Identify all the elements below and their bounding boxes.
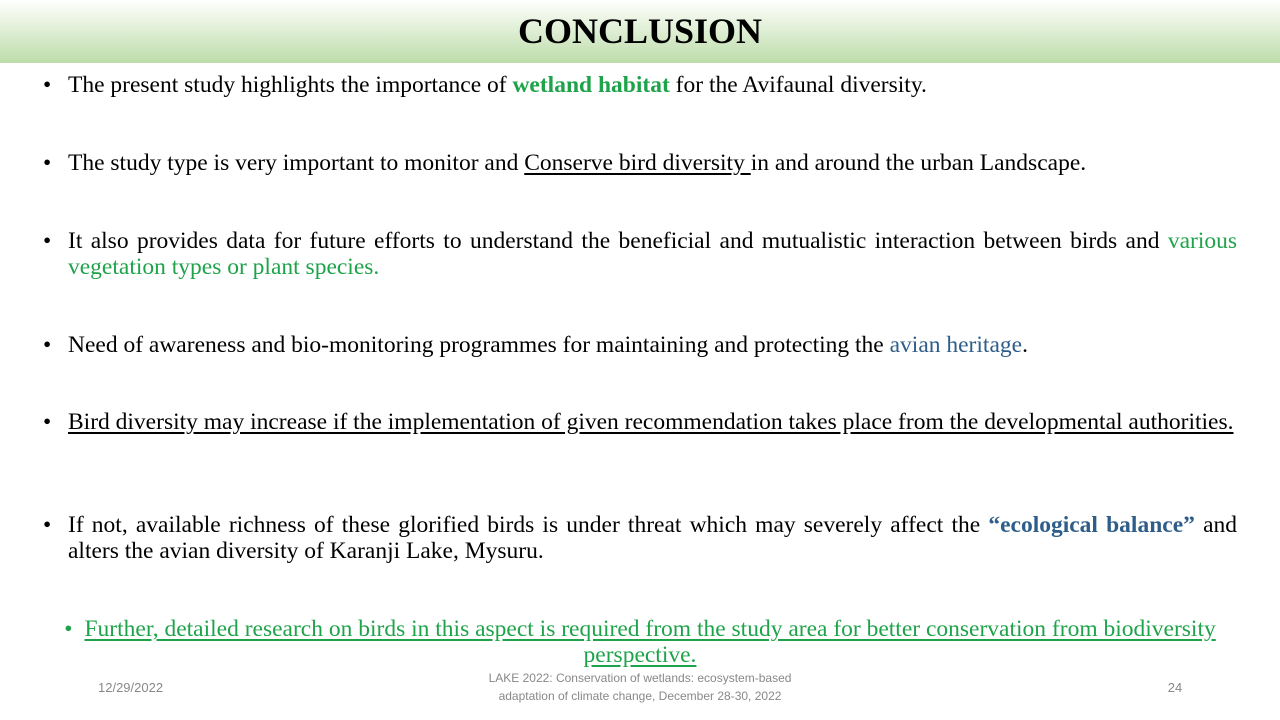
bullet-marker: • bbox=[43, 228, 52, 254]
bullet-text: The present study highlights the importance of bbox=[68, 72, 513, 98]
bullet-item-1 bbox=[43, 72, 1237, 98]
bullet-item-7 bbox=[50, 616, 1230, 668]
bullet-item-4 bbox=[43, 332, 1237, 358]
bullet-marker: • bbox=[43, 512, 52, 538]
slide-title: CONCLUSION bbox=[517, 11, 763, 51]
bullet-text: Need of awareness and bio-monitoring programmes for maintaining and protecting the bbox=[68, 332, 890, 358]
bullet-item-3 bbox=[43, 228, 1237, 280]
bullet-marker: • bbox=[43, 72, 52, 98]
bullet-text: It also provides data for future efforts to understand the beneficial and mutualistic interaction between birds and bbox=[68, 228, 1168, 254]
footer-conference bbox=[440, 669, 840, 705]
highlight-wetland-habitat: wetland habitat bbox=[512, 72, 670, 98]
bullet-marker: • bbox=[43, 150, 52, 176]
highlight-vegetation-types: various vegetation types or plant species. bbox=[68, 228, 1237, 280]
underlined-further-research-text: Further, detailed research on birds in this aspect is required from the study area for better conservation from biodiversity perspective. bbox=[84, 616, 1216, 668]
footer-conference-line-2: adaptation of climate change, December 28-30, 2022 bbox=[498, 689, 782, 703]
highlight-ecological-balance: “ecological balance” bbox=[988, 512, 1195, 538]
footer-date: 12/29/2022 bbox=[98, 680, 164, 695]
bullet-marker: • bbox=[43, 332, 52, 358]
bullet-text: and alters the avian diversity of Karanji Lake, Mysuru. bbox=[68, 512, 1237, 564]
underlined-bullet-text: Bird diversity may increase if the implementation of given recommendation takes place from the developmental authorities. bbox=[68, 409, 1234, 435]
bullet-marker: • bbox=[64, 616, 73, 642]
bullet-item-5 bbox=[43, 409, 1237, 435]
footer-conference-line-1: LAKE 2022: Conservation of wetlands: ecosystem-based bbox=[488, 671, 792, 685]
bullet-text: . bbox=[1022, 332, 1028, 358]
highlight-avian-heritage: avian heritage bbox=[889, 332, 1023, 358]
bullet-marker: • bbox=[43, 409, 52, 435]
bullet-item-2 bbox=[43, 150, 1237, 176]
bullet-text: for the Avifaunal diversity. bbox=[669, 72, 927, 98]
bullet-text: If not, available richness of these glorified birds is under threat which may severely affect the bbox=[68, 512, 989, 538]
bullet-text: in and around the urban Landscape. bbox=[750, 150, 1087, 176]
footer-page-number: 24 bbox=[1167, 680, 1183, 695]
bullet-item-6 bbox=[43, 512, 1237, 564]
bullet-text: The study type is very important to monitor and bbox=[68, 150, 525, 176]
underlined-conserve-bird-diversity: Conserve bird diversity bbox=[524, 150, 751, 176]
